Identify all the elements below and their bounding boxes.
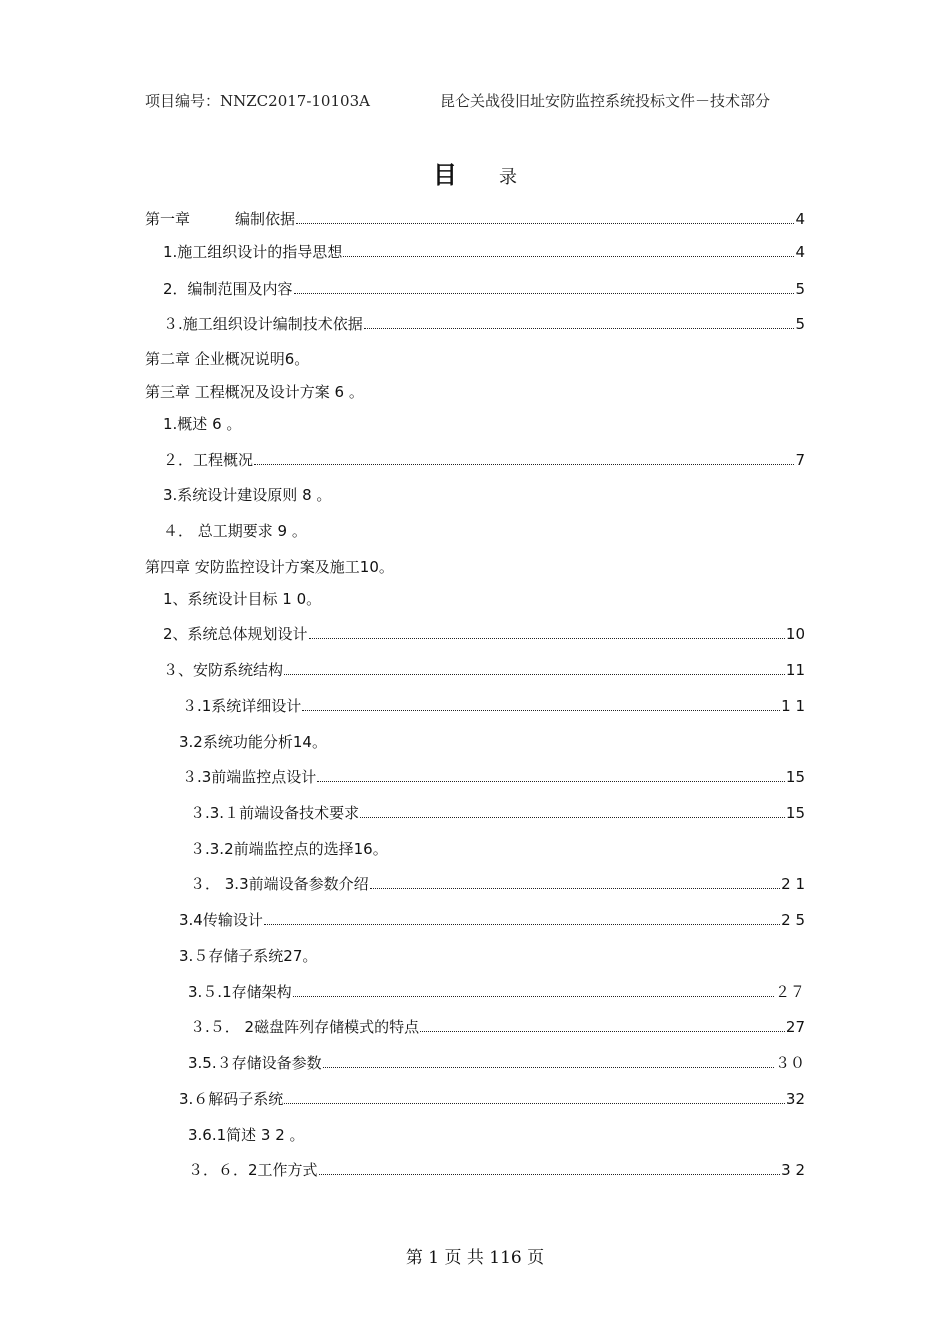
toc-leader-dots bbox=[284, 1103, 785, 1104]
toc-entry bbox=[145, 348, 309, 370]
toc-entry-label: 3.6.1简述 3 2 。 bbox=[188, 1126, 305, 1144]
toc-entry-label: 3.5.３存储设备参数 bbox=[188, 1054, 322, 1072]
toc-entry-label: ３、安防系统结构 bbox=[163, 661, 284, 679]
toc-entry-label: 2、系统总体规划设计 bbox=[163, 625, 308, 643]
toc-leader-dots bbox=[293, 996, 774, 997]
toc-entry-page: 7 bbox=[795, 451, 805, 469]
toc-entry bbox=[145, 208, 805, 230]
toc-entry-page: 2 1 bbox=[781, 875, 805, 893]
toc-title-char-2: 录 bbox=[499, 167, 517, 188]
toc-entry bbox=[182, 695, 805, 717]
toc-entry-label: ２．工程概况 bbox=[163, 451, 254, 469]
toc-entry bbox=[188, 1124, 305, 1146]
toc-entry-page: 4 bbox=[795, 243, 805, 261]
toc-entry-label: 第一章 编制依据 bbox=[145, 210, 296, 228]
toc-leader-dots bbox=[319, 1174, 781, 1175]
toc-entry bbox=[190, 873, 805, 895]
toc-entry bbox=[163, 659, 805, 681]
project-number: 项目编号：NNZC2017-10103A bbox=[145, 92, 370, 110]
toc-entry-label: 2．编制范围及内容 bbox=[163, 280, 293, 298]
toc-entry-label: ３． 3.3前端设备参数介绍 bbox=[190, 875, 369, 893]
toc-entry-page: 3 2 bbox=[781, 1161, 805, 1179]
toc-entry-page: ２７ bbox=[774, 983, 805, 1001]
toc-entry-label: 3.５.1存储架构 bbox=[188, 983, 292, 1001]
toc-entry-label: ４． 总工期要求 9 。 bbox=[163, 522, 307, 540]
toc-entry-page: 11 bbox=[785, 661, 805, 679]
toc-leader-dots bbox=[360, 817, 785, 818]
toc-leader-dots bbox=[370, 888, 781, 889]
toc-entry bbox=[163, 623, 805, 645]
toc-entry-label: ３.3前端监控点设计 bbox=[182, 768, 317, 786]
toc-entry-page: 27 bbox=[785, 1018, 805, 1036]
toc-entry bbox=[145, 556, 394, 578]
toc-entry-page: 32 bbox=[785, 1090, 805, 1108]
toc-leader-dots bbox=[343, 256, 794, 257]
toc-entry bbox=[163, 484, 331, 506]
toc-entry bbox=[163, 588, 321, 610]
toc-entry-page: 2 5 bbox=[781, 911, 805, 929]
toc-entry-page: ３０ bbox=[774, 1054, 805, 1072]
toc-entry-label: 1.概述 6 。 bbox=[163, 415, 242, 433]
toc-leader-dots bbox=[323, 1067, 774, 1068]
toc-entry bbox=[179, 909, 805, 931]
toc-leader-dots bbox=[302, 710, 780, 711]
toc-entry bbox=[190, 802, 805, 824]
toc-entry-label: ３.施工组织设计编制技术依据 bbox=[163, 315, 363, 333]
toc-entry-label: ３.1系统详细设计 bbox=[182, 697, 302, 715]
toc-leader-dots bbox=[364, 328, 795, 329]
toc-entry-label: 3.2系统功能分析14。 bbox=[179, 733, 327, 751]
toc-entry-label: 3.６解码子系统 bbox=[179, 1090, 284, 1108]
toc-entry bbox=[188, 981, 805, 1003]
toc-entry-page: 10 bbox=[785, 625, 805, 643]
toc-leader-dots bbox=[254, 464, 794, 465]
toc-entry-label: 1.施工组织设计的指导思想 bbox=[163, 243, 343, 261]
toc-entry bbox=[163, 520, 307, 542]
toc-entry-page: 5 bbox=[795, 315, 805, 333]
toc-entry-label: 第四章 安防监控设计方案及施工10。 bbox=[145, 558, 394, 576]
page-footer: 第 1 页 共 116 页 bbox=[405, 1248, 545, 1268]
toc-entry-page: 15 bbox=[785, 804, 805, 822]
toc-entry bbox=[163, 278, 805, 300]
toc-entry bbox=[188, 1052, 805, 1074]
toc-leader-dots bbox=[420, 1031, 785, 1032]
toc-entry-label: 3.4传输设计 bbox=[179, 911, 263, 929]
toc-leader-dots bbox=[296, 223, 794, 224]
toc-entry bbox=[190, 838, 388, 860]
toc-entry bbox=[163, 313, 805, 335]
toc-leader-dots bbox=[317, 781, 785, 782]
toc-entry-label: ３.3.2前端监控点的选择16。 bbox=[190, 840, 388, 858]
toc-entry bbox=[145, 381, 364, 403]
toc-entry bbox=[179, 731, 327, 753]
toc-entry-label: ３.５． 2磁盘阵列存储模式的特点 bbox=[190, 1018, 420, 1036]
toc-leader-dots bbox=[284, 674, 785, 675]
toc-entry bbox=[179, 1088, 805, 1110]
toc-entry-label: 3.５存储子系统27。 bbox=[179, 947, 318, 965]
toc-entry bbox=[190, 1016, 805, 1038]
toc-entry-label: ３.3.１前端设备技术要求 bbox=[190, 804, 360, 822]
toc-leader-dots bbox=[309, 638, 785, 639]
toc-title-char-1: 目 bbox=[433, 160, 457, 189]
toc-entry bbox=[163, 413, 241, 435]
toc-entry-label: ３．６．2工作方式 bbox=[188, 1161, 318, 1179]
document-title: 昆仑关战役旧址安防监控系统投标文件－技术部分 bbox=[440, 92, 771, 110]
toc-entry bbox=[179, 945, 317, 967]
toc-entry-label: 第三章 工程概况及设计方案 6 。 bbox=[145, 383, 364, 401]
toc-entry-label: 第二章 企业概况说明6。 bbox=[145, 350, 310, 368]
toc-entry bbox=[188, 1159, 805, 1181]
toc-leader-dots bbox=[294, 293, 795, 294]
toc-entry-page: 5 bbox=[795, 280, 805, 298]
toc-entry bbox=[163, 449, 805, 471]
toc-entry bbox=[163, 241, 805, 263]
toc-entry-label: 1、系统设计目标 1 0。 bbox=[163, 590, 322, 608]
toc-entry-page: 4 bbox=[795, 210, 805, 228]
toc-entry bbox=[182, 766, 805, 788]
toc-entry-page: 15 bbox=[785, 768, 805, 786]
toc-entry-label: 3.系统设计建设原则 8 。 bbox=[163, 486, 332, 504]
toc-leader-dots bbox=[264, 924, 780, 925]
toc-entry-page: 1 1 bbox=[781, 697, 805, 715]
